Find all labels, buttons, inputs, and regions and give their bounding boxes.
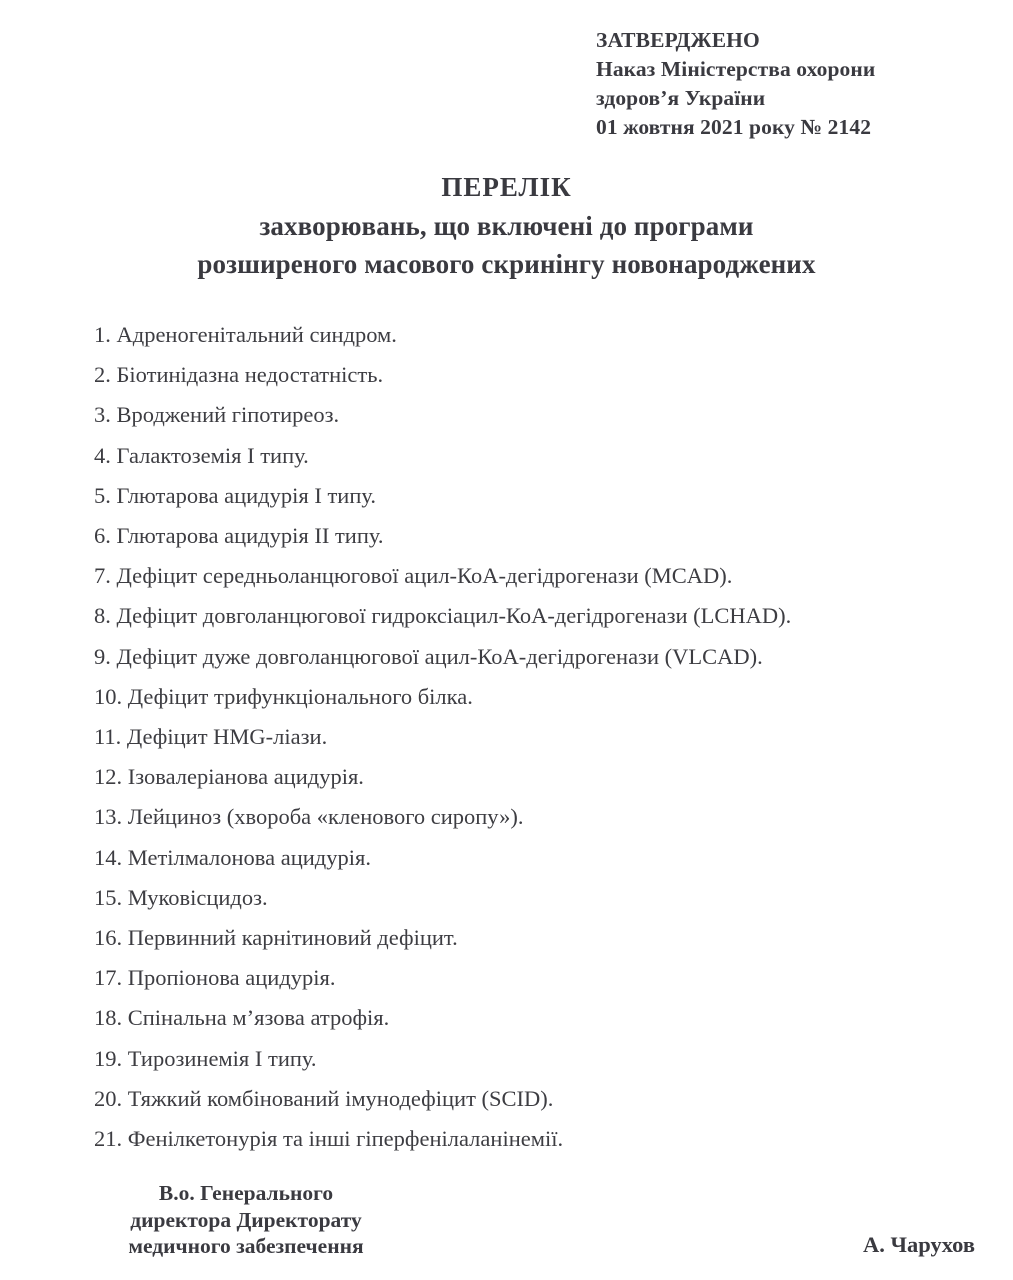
list-item-number: 20. (94, 1085, 123, 1111)
list-item-label: Фенілкетонурія та інші гіперфенілаланінемії. (127, 1126, 564, 1152)
approval-line-2: Наказ Міністерства охорони (596, 57, 876, 81)
signatory-name: А. Чарухов (863, 1232, 975, 1257)
list-item-number: 16. (94, 925, 123, 951)
list-item-label: Спінальна м’язова атрофія. (127, 1005, 390, 1031)
list-item (94, 838, 974, 878)
list-item-label: Тяжкий комбінований імунодефіцит (SCID). (127, 1085, 554, 1111)
signatory-role-line-3: медичного забезпечення (128, 1234, 364, 1258)
list-item-label: Глютарова ацидурія II типу. (116, 523, 384, 549)
signature-block (0, 1172, 1013, 1272)
list-item (94, 556, 974, 596)
list-item-label: Тирозинемія I типу. (127, 1045, 317, 1071)
list-item-number: 13. (94, 804, 123, 830)
list-item (94, 516, 974, 556)
list-item-number: 5. (94, 482, 111, 508)
list-item-label: Адреногенітальний синдром. (116, 322, 397, 347)
list-item-number: 1. (94, 322, 111, 347)
list-item-label: Глютарова ацидурія I типу. (116, 482, 376, 508)
list-item-label: Дефіцит HMG-ліази. (126, 724, 328, 750)
list-item-number: 17. (94, 965, 123, 991)
list-item-label: Дефіцит середньоланцюгової ацил-КоА-дегідрогенази (MCAD). (116, 563, 733, 589)
list-item (94, 1039, 974, 1079)
list-item-label: Вроджений гіпотиреоз. (116, 402, 340, 428)
title-subline-2: розширеного масового скринінгу новонароджених (197, 249, 816, 279)
list-item (94, 958, 974, 998)
list-item-number: 8. (94, 603, 111, 629)
list-item (94, 596, 974, 636)
list-item-label: Дефіцит дуже довголанцюгової ацил-КоА-дегідрогенази (VLCAD). (116, 643, 763, 669)
signatory-role-line-1: В.о. Генерального (158, 1181, 334, 1205)
list-item-number: 11. (94, 724, 122, 750)
title-heading: ПЕРЕЛІК (441, 172, 572, 202)
list-item (94, 918, 974, 958)
list-item-number: 2. (94, 362, 111, 388)
approval-line-1: ЗАТВЕРДЖЕНО (596, 28, 760, 52)
list-item (94, 757, 974, 797)
list-item (94, 1079, 974, 1119)
signatory-role-line-2: директора Директорату (130, 1207, 362, 1232)
list-item-number: 15. (94, 884, 123, 910)
list-item-number: 3. (94, 402, 111, 428)
list-item-label: Ізовалеріанова ацидурія. (127, 764, 364, 790)
title-subline-1: захворювань, що включені до програми (259, 210, 754, 241)
list-item-number: 7. (94, 563, 111, 589)
list-item (94, 355, 974, 395)
list-item-label: Дефіцит трифункціонального білка. (127, 683, 473, 709)
list-item (94, 717, 974, 757)
list-item-number: 14. (94, 844, 123, 870)
list-item-label: Дефіцит довголанцюгової гидроксіацил-КоА-дегідрогенази (LCHAD). (116, 603, 792, 629)
list-item-label: Галактоземія I типу. (116, 442, 309, 468)
page-title (0, 168, 1013, 284)
list-item-label: Метілмалонова ацидурія. (127, 844, 371, 870)
list-item-number: 19. (94, 1045, 123, 1071)
signatory-role (96, 1180, 396, 1260)
list-item (94, 436, 974, 476)
list-item-number: 9. (94, 643, 111, 669)
list-item (94, 315, 974, 355)
list-item-number: 10. (94, 683, 123, 709)
list-item-label: Первинний карнітиновий дефіцит. (127, 925, 458, 951)
list-item (94, 797, 974, 837)
list-item (94, 677, 974, 717)
list-item-label: Біотинідазна недостатність. (116, 362, 384, 388)
approval-line-3: здоров’я України (596, 86, 766, 110)
disease-list (94, 315, 974, 1159)
list-item-number: 12. (94, 764, 123, 790)
list-item-number: 4. (94, 442, 111, 468)
list-item (94, 637, 974, 677)
list-item (94, 998, 974, 1038)
list-item-label: Лейциноз (хвороба «кленового сиропу»). (127, 804, 524, 830)
list-item (94, 878, 974, 918)
list-item (94, 1119, 974, 1159)
approval-block (596, 26, 996, 142)
list-item (94, 395, 974, 435)
approval-order-number: 01 жовтня 2021 року № 2142 (596, 115, 872, 139)
list-item-number: 18. (94, 1005, 123, 1031)
list-item (94, 476, 974, 516)
list-item-number: 6. (94, 523, 111, 549)
list-item-label: Пропіонова ацидурія. (127, 965, 336, 991)
list-item-label: Муковісцидоз. (127, 884, 268, 910)
list-item-number: 21. (94, 1126, 123, 1152)
